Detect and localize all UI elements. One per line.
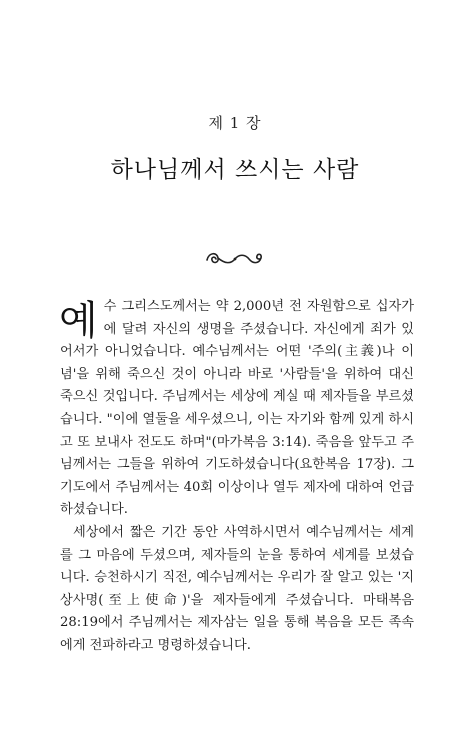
body-text bbox=[60, 296, 414, 658]
paragraph-1-text: 수 그리스도께서는 약 2,000년 전 자원함으로 십자가에 달려 자신의 생명을 주셨습니다. 자신에게 죄가 있어서가 아니었습니다. 예수님께서는 어떤 '주의(主義)나 이념'을 위해 죽으신 것이 아니라 바로 '사람들'을 위하여 대신 죽으신 것입니다. 주님께서는 세상에 계실 때 제자들을 부르셨습니다. "이에 열둘을 세우셨으니, 이는 자기와 함께 있게 하시고 또 보내사 전도도 하며"(마가복음 3:14). 죽음을 앞두고 주님께서는 그들을 위하여 기도하셨습니다(요한복음 17장). 그 기도에서 주님께서는 40회 이상이나 열두 제자에 대하여 언급하셨습니다. bbox=[60, 299, 414, 518]
chapter-title: 하나님께서 쓰시는 사람 bbox=[110, 157, 360, 183]
chapter-number: 제 1 장 bbox=[208, 114, 262, 132]
paragraph-1 bbox=[60, 296, 414, 522]
flourish-ornament-icon bbox=[203, 248, 267, 270]
paragraph-2: 세상에서 짧은 기간 동안 사역하시면서 예수님께서는 세계를 그 마음에 두셨으며, 제자들의 눈을 통하여 세계를 보셨습니다. 승천하시기 직전, 예수님께서는 우리가 잘 알고 있는 '지상사명(至上使命)'을 제자들에게 주셨습니다. 마태복음 28:19에서 주님께서는 제자삼는 일을 통해 복음을 모든 족속에게 전파하라고 명령하셨습니다. bbox=[60, 524, 414, 653]
drop-cap: 예 bbox=[59, 298, 98, 344]
